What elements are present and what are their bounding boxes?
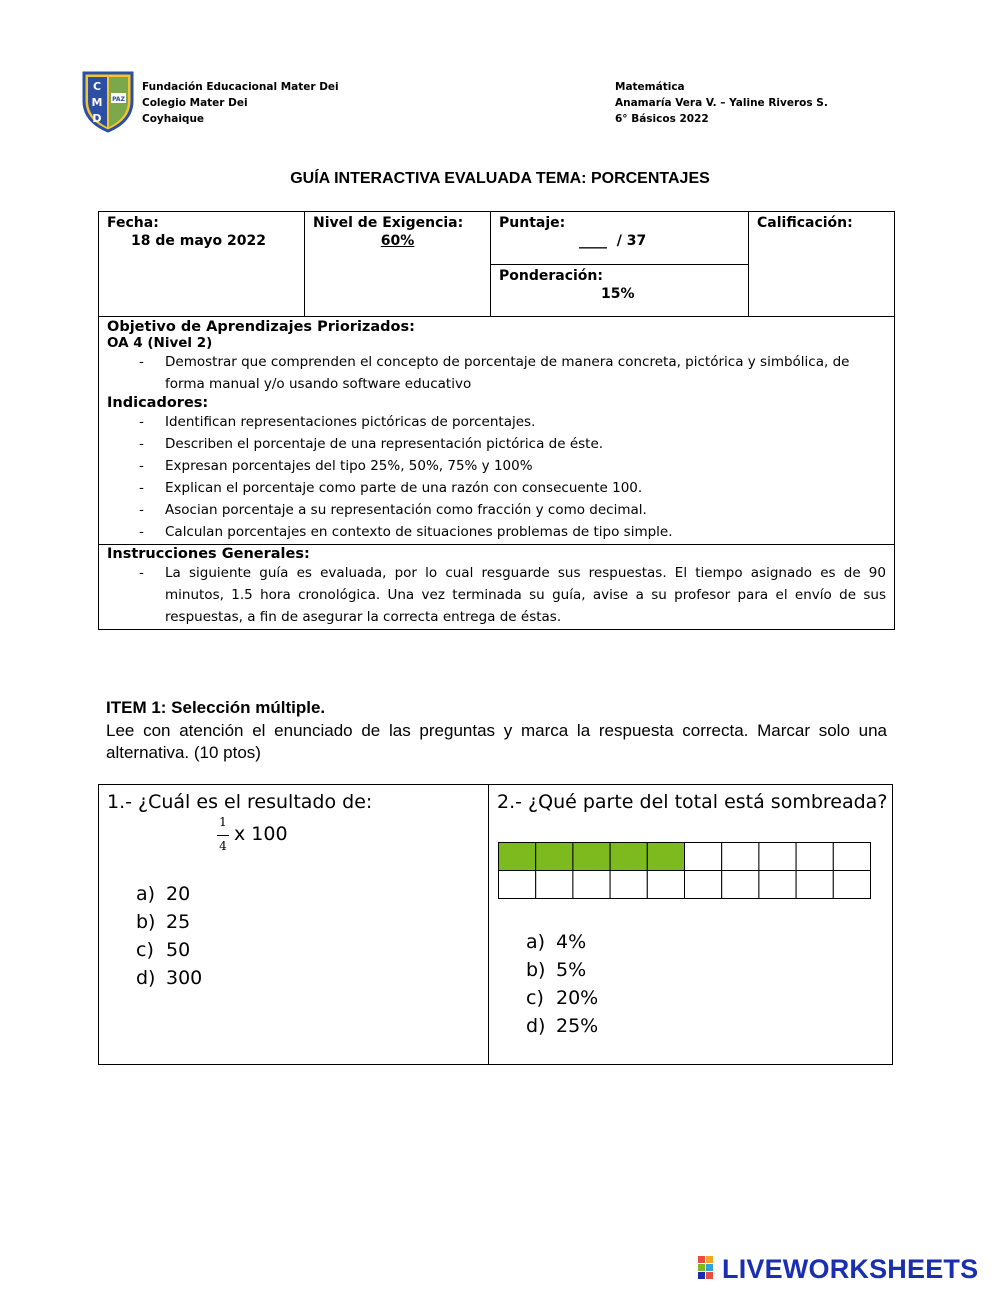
option-letter: a) (136, 883, 156, 905)
grid-cell (647, 871, 684, 899)
question-1-box (98, 784, 489, 1065)
item1-title: ITEM 1: Selección múltiple. (106, 698, 326, 717)
instrucciones-cell (99, 545, 895, 630)
question-2-title: 2.- ¿Qué parte del total está sombreada? (497, 791, 888, 813)
grid-cell (722, 871, 759, 899)
objetivos-heading: Objetivo de Aprendizajes Priorizados: (107, 319, 415, 335)
option-text: 25% (556, 1015, 599, 1037)
item1-description: Lee con atención el enunciado de las preguntas y marca la respuesta correcta. Marcar solo una alternativa. (10 ptos) (106, 721, 887, 762)
logo-badge: PAZ (112, 96, 125, 103)
indicador-item: - Identifican representaciones pictóricas de porcentajes. (107, 411, 886, 433)
indicador-item: - Expresan porcentajes del tipo 25%, 50%, 75% y 100% (107, 455, 886, 477)
option-c[interactable] (526, 984, 598, 1012)
logo-letter-m: M (91, 96, 103, 109)
logo-letter-d: D (92, 112, 102, 125)
grid-cell (833, 843, 870, 871)
indicador-item: - Calculan porcentajes en contexto de situaciones problemas de tipo simple. (107, 521, 886, 543)
page-title: GUÍA INTERACTIVA EVALUADA TEMA: PORCENTAJES (290, 170, 710, 187)
option-text: 25 (166, 911, 191, 933)
question-2-options (526, 928, 598, 1040)
info-table (98, 211, 895, 630)
header-city: Coyhaique (142, 113, 205, 125)
grid-cell (499, 871, 536, 899)
fecha-cell (99, 212, 305, 317)
logo-letter-c: C (92, 80, 102, 93)
grid-cell (722, 843, 759, 871)
fecha-value: 18 de mayo 2022 (131, 233, 266, 249)
instrucciones-heading: Instrucciones Generales: (107, 546, 310, 562)
option-text: 4% (556, 931, 587, 953)
header-left (142, 79, 339, 127)
option-letter: d) (136, 967, 156, 989)
option-text: 20% (556, 987, 599, 1009)
indicadores-heading: Indicadores: (107, 395, 209, 411)
indicador-item: - Asocian porcentaje a su representación como fracción y como decimal. (107, 499, 886, 521)
header-subject: Matemática (615, 81, 685, 93)
option-d[interactable] (526, 1012, 598, 1040)
grid-cell-shaded (499, 843, 536, 871)
option-letter: b) (136, 911, 156, 933)
brand-text: LIVEWORKSHEETS (722, 1254, 979, 1284)
option-letter: c) (136, 939, 154, 961)
option-d[interactable] (136, 964, 202, 992)
header-right (615, 79, 828, 127)
objetivos-list (107, 351, 886, 395)
objetivo-item: - Demostrar que comprenden el concepto de porcentaje de manera concreta, pictórica y simbólica, de forma manual y/o usando software educativo (107, 351, 886, 395)
question-2-box (488, 784, 893, 1065)
grid-cell-shaded (610, 843, 647, 871)
instrucciones-list (107, 562, 886, 628)
question-1-title: 1.- ¿Cuál es el resultado de: (107, 791, 373, 813)
option-text: 5% (556, 959, 587, 981)
option-b[interactable] (526, 956, 598, 984)
grid-cell (833, 871, 870, 899)
grid-cell (796, 871, 833, 899)
header-foundation: Fundación Educacional Mater Dei (142, 81, 339, 93)
calificacion-cell (749, 212, 895, 317)
option-text: 20 (166, 883, 191, 905)
ponderacion-value: 15% (601, 285, 635, 302)
option-letter: b) (526, 959, 546, 981)
grid-cell-shaded (647, 843, 684, 871)
grid-cell-shaded (573, 843, 610, 871)
option-c[interactable] (136, 936, 202, 964)
indicador-item: - Describen el porcentaje de una representación pictórica de éste. (107, 433, 886, 455)
option-b[interactable] (136, 908, 202, 936)
header-teachers: Anamaría Vera V. – Yaline Riveros S. (615, 97, 828, 109)
grid-cell (685, 871, 722, 899)
liveworksheets-brand (722, 1254, 978, 1285)
question-1-options (136, 880, 202, 992)
fraction-numerator: 1 (219, 815, 227, 829)
shaded-grid (498, 842, 872, 899)
ponderacion-cell (491, 264, 749, 317)
objetivos-cell (99, 317, 895, 545)
school-logo (80, 71, 136, 133)
liveworksheets-icon (698, 1256, 720, 1282)
fraction-denominator: 4 (219, 839, 227, 853)
header-school: Colegio Mater Dei (142, 97, 248, 109)
option-a[interactable] (136, 880, 202, 908)
grid-cell (573, 871, 610, 899)
grid-cell (610, 871, 647, 899)
grid-cell (796, 843, 833, 871)
indicadores-list (107, 411, 886, 543)
calificacion-label: Calificación: (757, 215, 853, 231)
nivel-label: Nivel de Exigencia: (313, 215, 464, 231)
puntaje-label: Puntaje: (499, 215, 566, 231)
instruccion-item: - La siguiente guía es evaluada, por lo cual resguarde sus respuestas. El tiempo asignado es de 90 minutos, 1.5 hora cronológica. Una vez terminada su guía, avise a su profesor para el envío de sus respuestas, a fin de asegurar la correcta entrega de éstas. (107, 562, 886, 628)
puntaje-cell (491, 212, 749, 265)
option-letter: c) (526, 987, 544, 1009)
option-letter: d) (526, 1015, 546, 1037)
header-grade: 6° Básicos 2022 (615, 113, 709, 125)
indicador-item: - Explican el porcentaje como parte de una razón con consecuente 100. (107, 477, 886, 499)
nivel-cell (305, 212, 491, 317)
puntaje-value: ____ / 37 (579, 233, 647, 249)
fraction-multiplier: x 100 (234, 823, 288, 845)
grid-cell (536, 871, 573, 899)
fecha-label: Fecha: (107, 215, 159, 231)
option-letter: a) (526, 931, 546, 953)
fraction-bar (217, 835, 229, 836)
grid-cell (759, 871, 796, 899)
nivel-value: 60% (380, 233, 415, 249)
grid-cell (759, 843, 796, 871)
option-text: 300 (166, 967, 203, 989)
oa-label: OA 4 (Nivel 2) (107, 335, 213, 351)
option-text: 50 (166, 939, 191, 961)
grid-cell-shaded (536, 843, 573, 871)
ponderacion-label: Ponderación: (499, 267, 603, 284)
grid-cell (685, 843, 722, 871)
option-a[interactable] (526, 928, 598, 956)
